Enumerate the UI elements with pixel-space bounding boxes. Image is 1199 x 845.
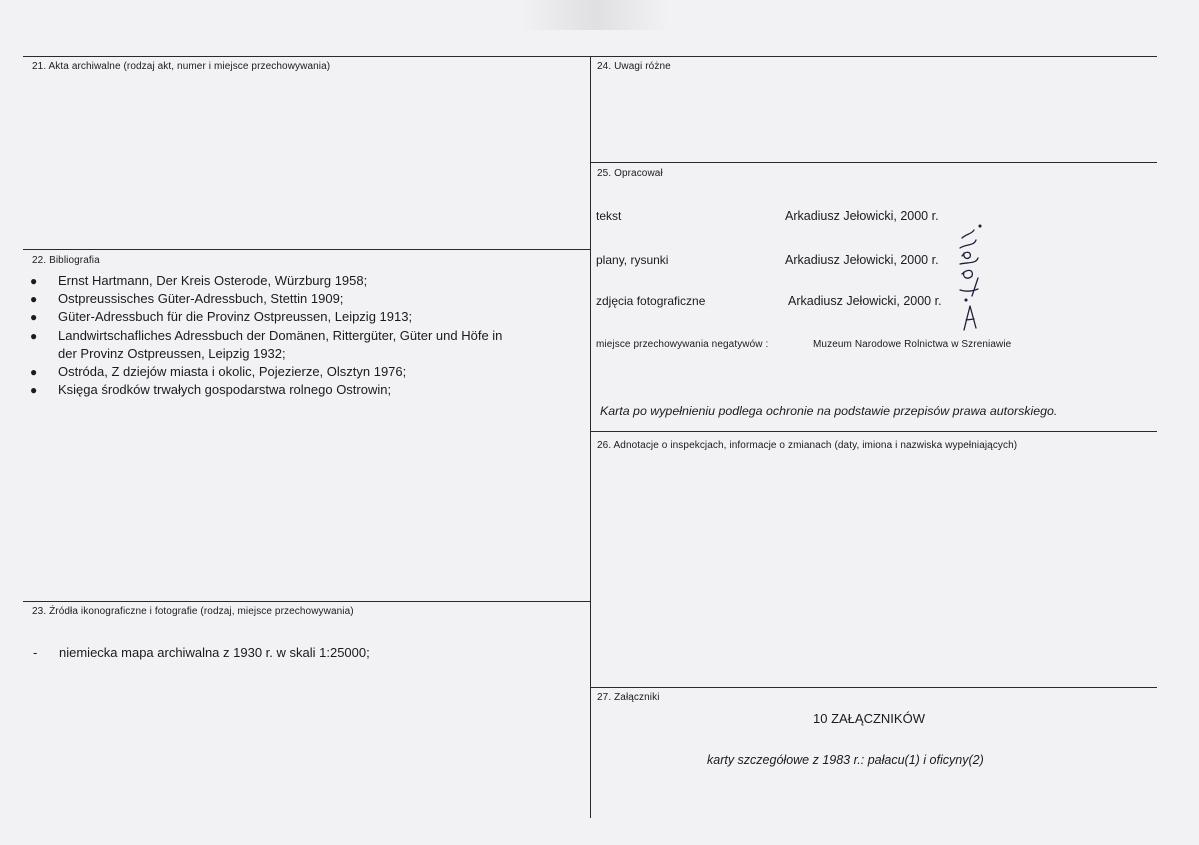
bibliography-item bbox=[30, 272, 598, 290]
source-item-marker: - bbox=[33, 645, 38, 660]
bibliography-item bbox=[30, 363, 598, 381]
bibliography-item-text: Księga środków trwałych gospodarstwa rolnego Ostrowin; bbox=[58, 382, 392, 398]
bibliography-item-text: Ostróda, Z dziejów miasta i okolic, Pojezierze, Olsztyn 1976; bbox=[58, 364, 407, 380]
bullet-icon: ● bbox=[30, 310, 38, 325]
author-value-plans: Arkadiusz Jełowicki, 2000 r. bbox=[785, 253, 939, 267]
bibliography-item-text: Landwirtschafliches Adressbuch der Domänen, Rittergüter, Güter und Höfe in bbox=[58, 327, 503, 343]
bibliography-item bbox=[30, 290, 598, 308]
handwritten-signature bbox=[948, 222, 988, 334]
section-23-label: 23. Źródła ikonograficzne i fotografie (rodzaj, miejsce przechowywania) bbox=[32, 606, 354, 617]
attachments-count: 10 ZAŁĄCZNIKÓW bbox=[813, 711, 925, 726]
bibliography-item bbox=[30, 327, 598, 345]
author-role-photos: zdjęcia fotograficzne bbox=[596, 294, 706, 308]
bibliography-item bbox=[30, 308, 598, 326]
divider-26-27 bbox=[590, 687, 1157, 688]
column-divider-line bbox=[590, 56, 591, 818]
bibliography-item-text: der Provinz Ostpreussen, Leipzig 1932; bbox=[58, 345, 286, 361]
copyright-notice: Karta po wypełnieniu podlega ochronie na podstawie przepisów prawa autorskiego. bbox=[600, 404, 1058, 418]
bullet-icon: ● bbox=[30, 274, 38, 288]
author-role-text: tekst bbox=[596, 209, 622, 223]
section-21-label: 21. Akta archiwalne (rodzaj akt, numer i miejsce przechowywania) bbox=[32, 61, 331, 72]
negatives-storage-value: Muzeum Narodowe Rolnictwa w Szreniawie bbox=[813, 339, 1012, 350]
section-27-label: 27. Załączniki bbox=[597, 692, 660, 703]
divider-25-26 bbox=[590, 431, 1157, 432]
bibliography-item-text: Ostpreussisches Güter-Adressbuch, Stettin 1909; bbox=[58, 291, 344, 307]
bibliography-item-continuation bbox=[30, 345, 598, 363]
bibliography-item bbox=[30, 381, 598, 399]
bullet-icon: ● bbox=[30, 292, 38, 307]
section-22-label: 22. Bibliografia bbox=[32, 255, 100, 266]
bibliography-item-text: Güter-Adressbuch für die Provinz Ostpreussen, Leipzig 1913; bbox=[58, 309, 413, 325]
divider-24-25 bbox=[590, 162, 1157, 163]
author-value-photos: Arkadiusz Jełowicki, 2000 r. bbox=[788, 294, 942, 308]
bullet-icon: ● bbox=[30, 383, 38, 398]
attachments-note: karty szczegółowe z 1983 r.: pałacu(1) i oficyny(2) bbox=[707, 753, 984, 767]
divider-21-22 bbox=[23, 249, 590, 250]
source-item: niemiecka mapa archiwalna z 1930 r. w skali 1:25000; bbox=[59, 645, 370, 660]
bibliography-item-text: Ernst Hartmann, Der Kreis Osterode, Würzburg 1958; bbox=[58, 273, 368, 288]
author-value-text: Arkadiusz Jełowicki, 2000 r. bbox=[785, 209, 939, 223]
bullet-icon: ● bbox=[30, 328, 38, 343]
section-26-label: 26. Adnotacje o inspekcjach, informacje o zmianach (daty, imiona i nazwiska wypełniających) bbox=[597, 440, 1018, 451]
bullet-icon: ● bbox=[30, 365, 38, 380]
section-24-label: 24. Uwagi różne bbox=[597, 61, 671, 72]
section-25-label: 25. Opracował bbox=[597, 168, 663, 179]
negatives-storage-label: miejsce przechowywania negatywów : bbox=[596, 339, 769, 350]
paper-smudge bbox=[520, 0, 670, 30]
bibliography-list bbox=[30, 272, 598, 399]
divider-22-23 bbox=[23, 601, 590, 602]
author-role-plans: plany, rysunki bbox=[596, 253, 669, 267]
